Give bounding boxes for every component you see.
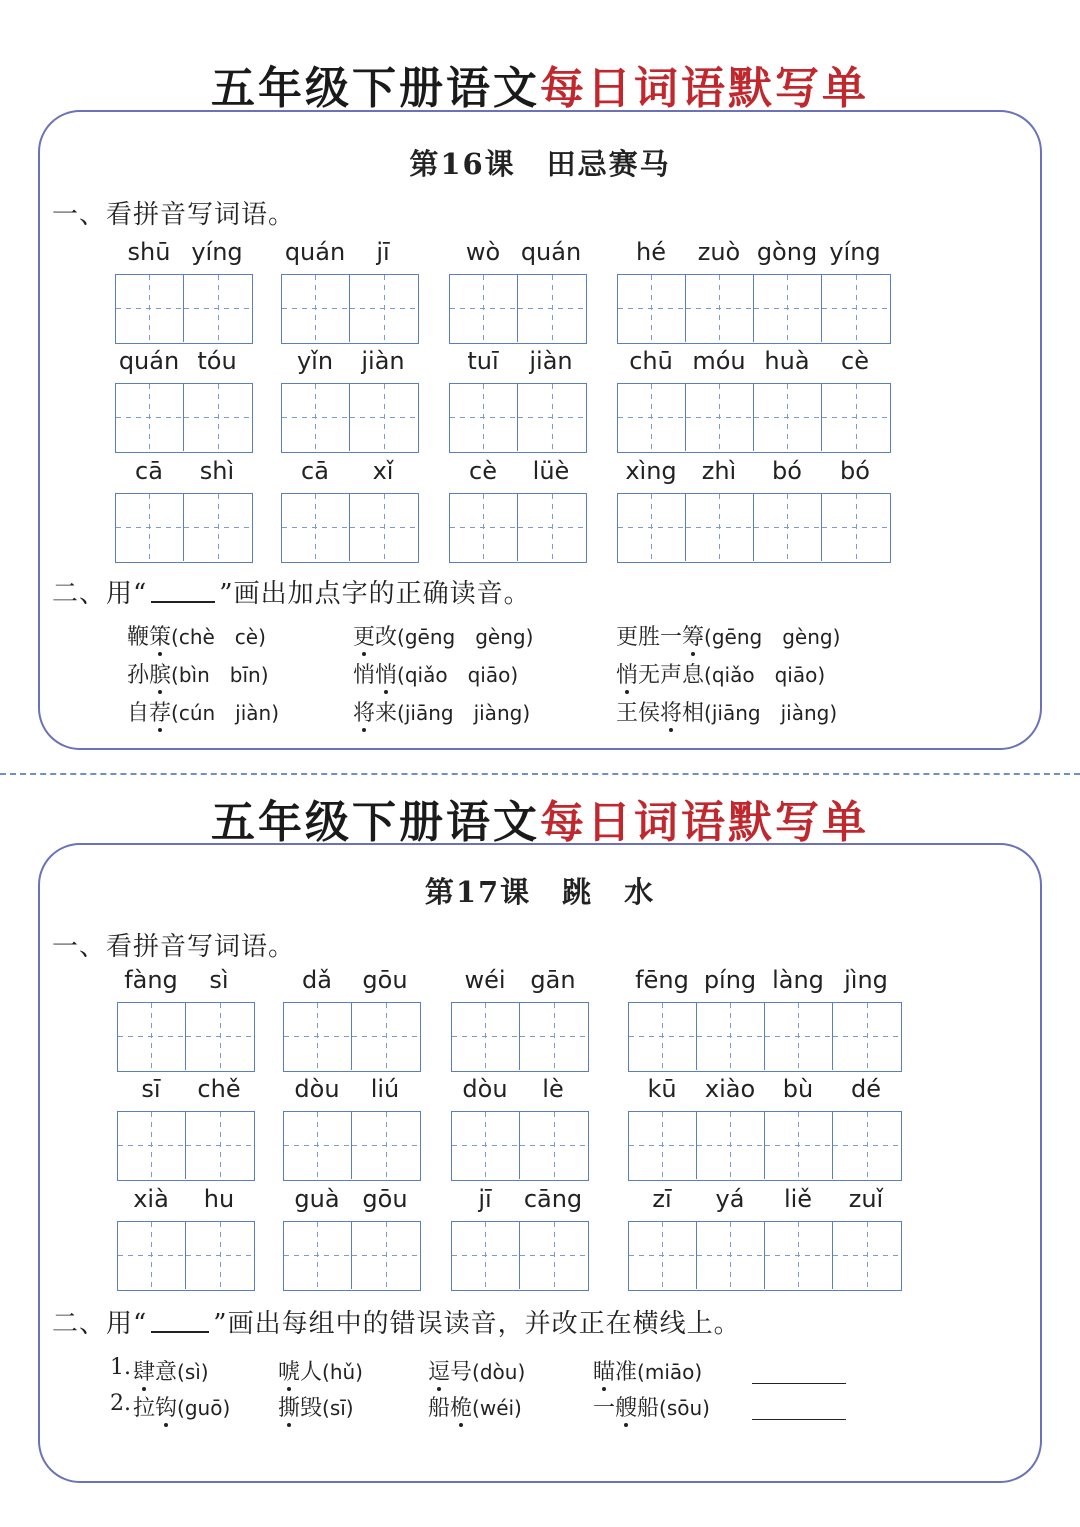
section-heading: 二、用“ ”画出加点字的正确读音。 bbox=[52, 579, 531, 609]
writing-cell[interactable] bbox=[629, 1112, 697, 1179]
pinyin-syllable: dòu bbox=[294, 1075, 340, 1103]
writing-cell[interactable] bbox=[754, 384, 822, 451]
dotted-character: 策 bbox=[149, 625, 172, 650]
pinyin-syllable: lüè bbox=[532, 457, 570, 485]
dotted-character: 艘 bbox=[615, 1396, 638, 1421]
writing-cell[interactable] bbox=[520, 1222, 588, 1289]
writing-grid[interactable] bbox=[449, 274, 587, 344]
pinyin-syllable: hu bbox=[203, 1185, 235, 1213]
pronunciation-item: 一艘船(sōu) bbox=[593, 1396, 710, 1421]
writing-cell[interactable] bbox=[520, 1003, 588, 1070]
writing-cell[interactable] bbox=[765, 1003, 833, 1070]
writing-cell[interactable] bbox=[118, 1003, 186, 1070]
writing-cell[interactable] bbox=[518, 384, 586, 451]
writing-grid[interactable] bbox=[617, 493, 891, 563]
pronunciation-item: 更胜一筹(gēng gèng) bbox=[616, 625, 841, 650]
writing-cell[interactable] bbox=[452, 1222, 520, 1289]
pinyin-row bbox=[283, 1185, 421, 1221]
writing-cell[interactable] bbox=[518, 494, 586, 561]
pinyin-syllable: liě bbox=[783, 1185, 813, 1213]
pinyin-row bbox=[449, 347, 587, 383]
pinyin-syllable: tóu bbox=[197, 347, 237, 375]
pinyin-syllable: wò bbox=[465, 238, 501, 266]
pinyin-options: (gēng gèng) bbox=[704, 625, 841, 649]
writing-cell[interactable] bbox=[186, 1003, 254, 1070]
pinyin-row bbox=[449, 238, 587, 274]
pinyin-syllable: quán bbox=[520, 238, 582, 266]
pinyin-syllable: gōu bbox=[362, 1185, 408, 1213]
pronunciation-item: 瞄准(miāo) bbox=[593, 1360, 703, 1385]
pinyin-syllable: dé bbox=[851, 1075, 881, 1103]
dotted-character: 膑 bbox=[149, 663, 172, 688]
writing-grid[interactable] bbox=[117, 1111, 255, 1181]
writing-cell[interactable] bbox=[618, 275, 686, 342]
word-box bbox=[117, 966, 255, 1072]
writing-grid[interactable] bbox=[451, 1002, 589, 1072]
pinyin-syllable: zhì bbox=[701, 457, 737, 485]
pinyin-syllable: shū bbox=[127, 238, 171, 266]
word-box bbox=[617, 457, 891, 563]
word-box bbox=[449, 457, 587, 563]
pinyin-row bbox=[628, 966, 902, 1002]
pronunciation-item: 王侯将相(jiāng jiàng) bbox=[616, 701, 838, 726]
dotted-character: 瞄 bbox=[593, 1360, 616, 1385]
writing-cell[interactable] bbox=[822, 384, 890, 451]
writing-cell[interactable] bbox=[184, 275, 252, 342]
pinyin-row bbox=[451, 1185, 589, 1221]
writing-cell[interactable] bbox=[833, 1112, 901, 1179]
pinyin-options: (sì) bbox=[177, 1360, 209, 1384]
pinyin-options: (wéi) bbox=[472, 1396, 522, 1420]
pinyin-syllable: zuǐ bbox=[848, 1185, 884, 1213]
dotted-character: 将 bbox=[660, 701, 683, 726]
word-box bbox=[628, 966, 902, 1072]
dotted-character: 逗 bbox=[428, 1360, 451, 1385]
pinyin-syllable: jiàn bbox=[361, 347, 405, 375]
pinyin-syllable: gòng bbox=[756, 238, 818, 266]
pinyin-syllable: zī bbox=[652, 1185, 672, 1213]
writing-cell[interactable] bbox=[352, 1003, 420, 1070]
pinyin-row bbox=[451, 966, 589, 1002]
pinyin-syllable: sī bbox=[141, 1075, 161, 1103]
word-box bbox=[628, 1075, 902, 1181]
writing-grid[interactable] bbox=[451, 1221, 589, 1291]
word-box bbox=[283, 1075, 421, 1181]
writing-cell[interactable] bbox=[450, 384, 518, 451]
word-box bbox=[617, 347, 891, 453]
pronunciation-item: 船桅(wéi) bbox=[428, 1396, 522, 1421]
writing-cell[interactable] bbox=[450, 494, 518, 561]
pronunciation-item: 悄悄(qiǎo qiāo) bbox=[353, 663, 519, 688]
pinyin-syllable: fàng bbox=[124, 966, 178, 994]
writing-cell[interactable] bbox=[629, 1003, 697, 1070]
writing-grid[interactable] bbox=[628, 1002, 902, 1072]
section-heading: 一、看拼音写词语。 bbox=[52, 932, 296, 962]
writing-cell[interactable] bbox=[520, 1112, 588, 1179]
writing-cell[interactable] bbox=[352, 1222, 420, 1289]
section-heading: 一、看拼音写词语。 bbox=[52, 200, 296, 230]
word-box bbox=[115, 238, 253, 344]
writing-grid[interactable] bbox=[117, 1221, 255, 1291]
pinyin-syllable: liú bbox=[370, 1075, 400, 1103]
writing-cell[interactable] bbox=[350, 494, 418, 561]
pinyin-options: (miāo) bbox=[637, 1360, 703, 1384]
pronunciation-item: 将来(jiāng jiàng) bbox=[353, 701, 531, 726]
writing-cell[interactable] bbox=[282, 275, 350, 342]
pinyin-syllable: bù bbox=[782, 1075, 814, 1103]
pinyin-syllable: guà bbox=[294, 1185, 340, 1213]
writing-cell[interactable] bbox=[686, 494, 754, 561]
pinyin-syllable: sì bbox=[209, 966, 229, 994]
word-box bbox=[115, 457, 253, 563]
pronunciation-item: 鞭策(chè cè) bbox=[127, 625, 266, 650]
word-box bbox=[117, 1075, 255, 1181]
writing-grid[interactable] bbox=[117, 1002, 255, 1072]
word-box bbox=[283, 1185, 421, 1291]
pinyin-syllable: jī bbox=[478, 1185, 492, 1213]
pinyin-syllable: cè bbox=[469, 457, 497, 485]
section-heading: 二、用“ ”画出每组中的错误读音，并改正在横线上。 bbox=[52, 1309, 741, 1339]
pinyin-options: (chè cè) bbox=[171, 625, 266, 649]
writing-cell[interactable] bbox=[754, 494, 822, 561]
pronunciation-item: 孙膑(bìn bīn) bbox=[127, 663, 269, 688]
writing-cell[interactable] bbox=[282, 494, 350, 561]
pinyin-options: (qiǎo qiāo) bbox=[397, 663, 519, 687]
lesson-title: 第16课 田忌赛马 bbox=[409, 147, 671, 181]
pinyin-row bbox=[617, 347, 891, 383]
pinyin-syllable: bó bbox=[772, 457, 802, 485]
dotted-character: 桅 bbox=[450, 1396, 473, 1421]
pinyin-syllable: yǐn bbox=[296, 347, 334, 375]
pinyin-syllable: shì bbox=[199, 457, 235, 485]
writing-cell[interactable] bbox=[118, 1112, 186, 1179]
pinyin-syllable: tuī bbox=[467, 347, 499, 375]
writing-grid[interactable] bbox=[617, 274, 891, 344]
pinyin-syllable: jìng bbox=[844, 966, 888, 994]
writing-cell[interactable] bbox=[450, 275, 518, 342]
word-box bbox=[449, 238, 587, 344]
lesson-title: 第17课 跳 水 bbox=[424, 875, 656, 909]
pinyin-syllable: cā bbox=[301, 457, 329, 485]
pinyin-row bbox=[115, 347, 253, 383]
pinyin-syllable: xìng bbox=[625, 457, 677, 485]
dotted-character: 撕 bbox=[278, 1396, 301, 1421]
writing-grid[interactable] bbox=[281, 493, 419, 563]
writing-grid[interactable] bbox=[115, 383, 253, 453]
pinyin-row bbox=[451, 1075, 589, 1111]
writing-grid[interactable] bbox=[283, 1111, 421, 1181]
pinyin-syllable: quán bbox=[284, 238, 346, 266]
word-box bbox=[451, 1185, 589, 1291]
pinyin-syllable: móu bbox=[692, 347, 746, 375]
dotted-character: 悄 bbox=[375, 663, 398, 688]
pinyin-syllable: jī bbox=[376, 238, 390, 266]
sheet-title: 五年级下册语文每日词语默写单 bbox=[211, 797, 869, 848]
pinyin-syllable: huà bbox=[764, 347, 810, 375]
pronunciation-item: 撕毁(sī) bbox=[278, 1396, 354, 1421]
pinyin-row bbox=[617, 457, 891, 493]
item-number: 1. bbox=[110, 1355, 131, 1380]
word-box bbox=[281, 347, 419, 453]
writing-cell[interactable] bbox=[284, 1112, 352, 1179]
pronunciation-item: 更改(gēng gèng) bbox=[353, 625, 534, 650]
pinyin-options: (sōu) bbox=[659, 1396, 710, 1420]
writing-cell[interactable] bbox=[833, 1003, 901, 1070]
writing-cell[interactable] bbox=[118, 1222, 186, 1289]
writing-cell[interactable] bbox=[833, 1222, 901, 1289]
writing-cell[interactable] bbox=[697, 1222, 765, 1289]
writing-grid[interactable] bbox=[451, 1111, 589, 1181]
writing-cell[interactable] bbox=[284, 1003, 352, 1070]
writing-grid[interactable] bbox=[115, 274, 253, 344]
word-box bbox=[281, 238, 419, 344]
pinyin-syllable: gōu bbox=[362, 966, 408, 994]
pinyin-syllable: dǎ bbox=[302, 966, 332, 994]
sheet-title: 五年级下册语文每日词语默写单 bbox=[211, 63, 869, 114]
writing-grid[interactable] bbox=[115, 493, 253, 563]
pronunciation-item: 悄无声息(qiǎo qiāo) bbox=[616, 663, 826, 688]
pinyin-syllable: chě bbox=[197, 1075, 241, 1103]
pinyin-row bbox=[449, 457, 587, 493]
pronunciation-item: 唬人(hǔ) bbox=[278, 1360, 363, 1385]
dotted-character: 钩 bbox=[155, 1396, 178, 1421]
writing-grid[interactable] bbox=[617, 383, 891, 453]
dotted-character: 将 bbox=[353, 701, 376, 726]
pinyin-options: (qiǎo qiāo) bbox=[704, 663, 826, 687]
writing-grid[interactable] bbox=[449, 383, 587, 453]
pronunciation-item: 肆意(sì) bbox=[133, 1360, 209, 1385]
dotted-character: 肆 bbox=[133, 1360, 156, 1385]
writing-cell[interactable] bbox=[822, 275, 890, 342]
pinyin-syllable: quán bbox=[118, 347, 180, 375]
pinyin-syllable: gān bbox=[530, 966, 576, 994]
pinyin-row bbox=[628, 1075, 902, 1111]
writing-cell[interactable] bbox=[350, 384, 418, 451]
writing-grid[interactable] bbox=[281, 274, 419, 344]
pinyin-syllable: dòu bbox=[462, 1075, 508, 1103]
pinyin-syllable: wéi bbox=[464, 966, 506, 994]
pinyin-syllable: lè bbox=[542, 1075, 564, 1103]
pinyin-syllable: cāng bbox=[523, 1185, 583, 1213]
pinyin-syllable: cā bbox=[135, 457, 163, 485]
writing-cell[interactable] bbox=[284, 1222, 352, 1289]
pinyin-options: (sī) bbox=[322, 1396, 354, 1420]
pinyin-syllable: jiàn bbox=[529, 347, 573, 375]
writing-cell[interactable] bbox=[618, 494, 686, 561]
pinyin-row bbox=[115, 457, 253, 493]
writing-cell[interactable] bbox=[116, 494, 184, 561]
cut-line bbox=[0, 773, 1080, 775]
writing-cell[interactable] bbox=[686, 384, 754, 451]
writing-cell[interactable] bbox=[822, 494, 890, 561]
word-box bbox=[281, 457, 419, 563]
word-box bbox=[451, 1075, 589, 1181]
pinyin-syllable: zuò bbox=[697, 238, 741, 266]
pinyin-row bbox=[115, 238, 253, 274]
pronunciation-item: 拉钩(guō) bbox=[133, 1396, 231, 1421]
writing-cell[interactable] bbox=[518, 275, 586, 342]
word-box bbox=[283, 966, 421, 1072]
writing-grid[interactable] bbox=[281, 383, 419, 453]
word-box bbox=[451, 966, 589, 1072]
pinyin-syllable: làng bbox=[772, 966, 824, 994]
writing-cell[interactable] bbox=[282, 384, 350, 451]
pinyin-options: (dòu) bbox=[472, 1360, 526, 1384]
pinyin-syllable: chū bbox=[629, 347, 673, 375]
writing-cell[interactable] bbox=[184, 384, 252, 451]
writing-cell[interactable] bbox=[629, 1222, 697, 1289]
pinyin-syllable: xià bbox=[133, 1185, 169, 1213]
pinyin-syllable: yíng bbox=[829, 238, 881, 266]
word-box bbox=[617, 238, 891, 344]
dotted-character: 筹 bbox=[682, 625, 705, 650]
writing-cell[interactable] bbox=[618, 384, 686, 451]
writing-cell[interactable] bbox=[350, 275, 418, 342]
pinyin-syllable: hé bbox=[636, 238, 666, 266]
writing-cell[interactable] bbox=[116, 384, 184, 451]
dotted-character: 更 bbox=[353, 625, 376, 650]
pronunciation-item: 逗号(dòu) bbox=[428, 1360, 526, 1385]
pinyin-syllable: yíng bbox=[191, 238, 243, 266]
pinyin-options: (bìn bīn) bbox=[171, 663, 269, 687]
pinyin-syllable: xǐ bbox=[372, 457, 394, 485]
pinyin-row bbox=[281, 347, 419, 383]
pinyin-row bbox=[117, 1185, 255, 1221]
pinyin-options: (hǔ) bbox=[322, 1360, 363, 1384]
pinyin-row bbox=[628, 1185, 902, 1221]
writing-cell[interactable] bbox=[754, 275, 822, 342]
writing-cell[interactable] bbox=[452, 1112, 520, 1179]
dotted-character: 悄 bbox=[616, 663, 639, 688]
writing-grid[interactable] bbox=[283, 1002, 421, 1072]
writing-cell[interactable] bbox=[765, 1112, 833, 1179]
word-box bbox=[449, 347, 587, 453]
word-box bbox=[115, 347, 253, 453]
pinyin-options: (guō) bbox=[177, 1396, 231, 1420]
pinyin-syllable: bó bbox=[840, 457, 870, 485]
pinyin-row bbox=[617, 238, 891, 274]
pinyin-row bbox=[281, 238, 419, 274]
pinyin-syllable: fēng bbox=[635, 966, 689, 994]
pinyin-row bbox=[283, 966, 421, 1002]
pinyin-options: (jiāng jiàng) bbox=[397, 701, 531, 725]
writing-cell[interactable] bbox=[765, 1222, 833, 1289]
dotted-character: 唬 bbox=[278, 1360, 301, 1385]
writing-grid[interactable] bbox=[628, 1221, 902, 1291]
writing-cell[interactable] bbox=[184, 494, 252, 561]
answer-line[interactable] bbox=[752, 1419, 846, 1420]
writing-cell[interactable] bbox=[186, 1222, 254, 1289]
writing-cell[interactable] bbox=[186, 1112, 254, 1179]
item-number: 2. bbox=[110, 1391, 131, 1416]
writing-cell[interactable] bbox=[697, 1003, 765, 1070]
writing-grid[interactable] bbox=[628, 1111, 902, 1181]
writing-grid[interactable] bbox=[449, 493, 587, 563]
pinyin-options: (jiāng jiàng) bbox=[704, 701, 838, 725]
writing-cell[interactable] bbox=[686, 275, 754, 342]
pinyin-row bbox=[117, 966, 255, 1002]
writing-cell[interactable] bbox=[697, 1112, 765, 1179]
pinyin-syllable: kū bbox=[647, 1075, 677, 1103]
writing-cell[interactable] bbox=[352, 1112, 420, 1179]
pinyin-row bbox=[117, 1075, 255, 1111]
pinyin-syllable: yá bbox=[715, 1185, 745, 1213]
pinyin-syllable: píng bbox=[703, 966, 757, 994]
word-box bbox=[117, 1185, 255, 1291]
pronunciation-item: 自荐(cún jiàn) bbox=[127, 701, 280, 726]
pinyin-options: (gēng gèng) bbox=[397, 625, 534, 649]
pinyin-row bbox=[281, 457, 419, 493]
pinyin-syllable: cè bbox=[841, 347, 869, 375]
writing-cell[interactable] bbox=[452, 1003, 520, 1070]
word-box bbox=[628, 1185, 902, 1291]
pinyin-row bbox=[283, 1075, 421, 1111]
dotted-character: 荐 bbox=[149, 701, 172, 726]
pinyin-syllable: xiào bbox=[704, 1075, 756, 1103]
writing-cell[interactable] bbox=[116, 275, 184, 342]
pinyin-options: (cún jiàn) bbox=[171, 701, 280, 725]
answer-line[interactable] bbox=[752, 1383, 846, 1384]
writing-grid[interactable] bbox=[283, 1221, 421, 1291]
